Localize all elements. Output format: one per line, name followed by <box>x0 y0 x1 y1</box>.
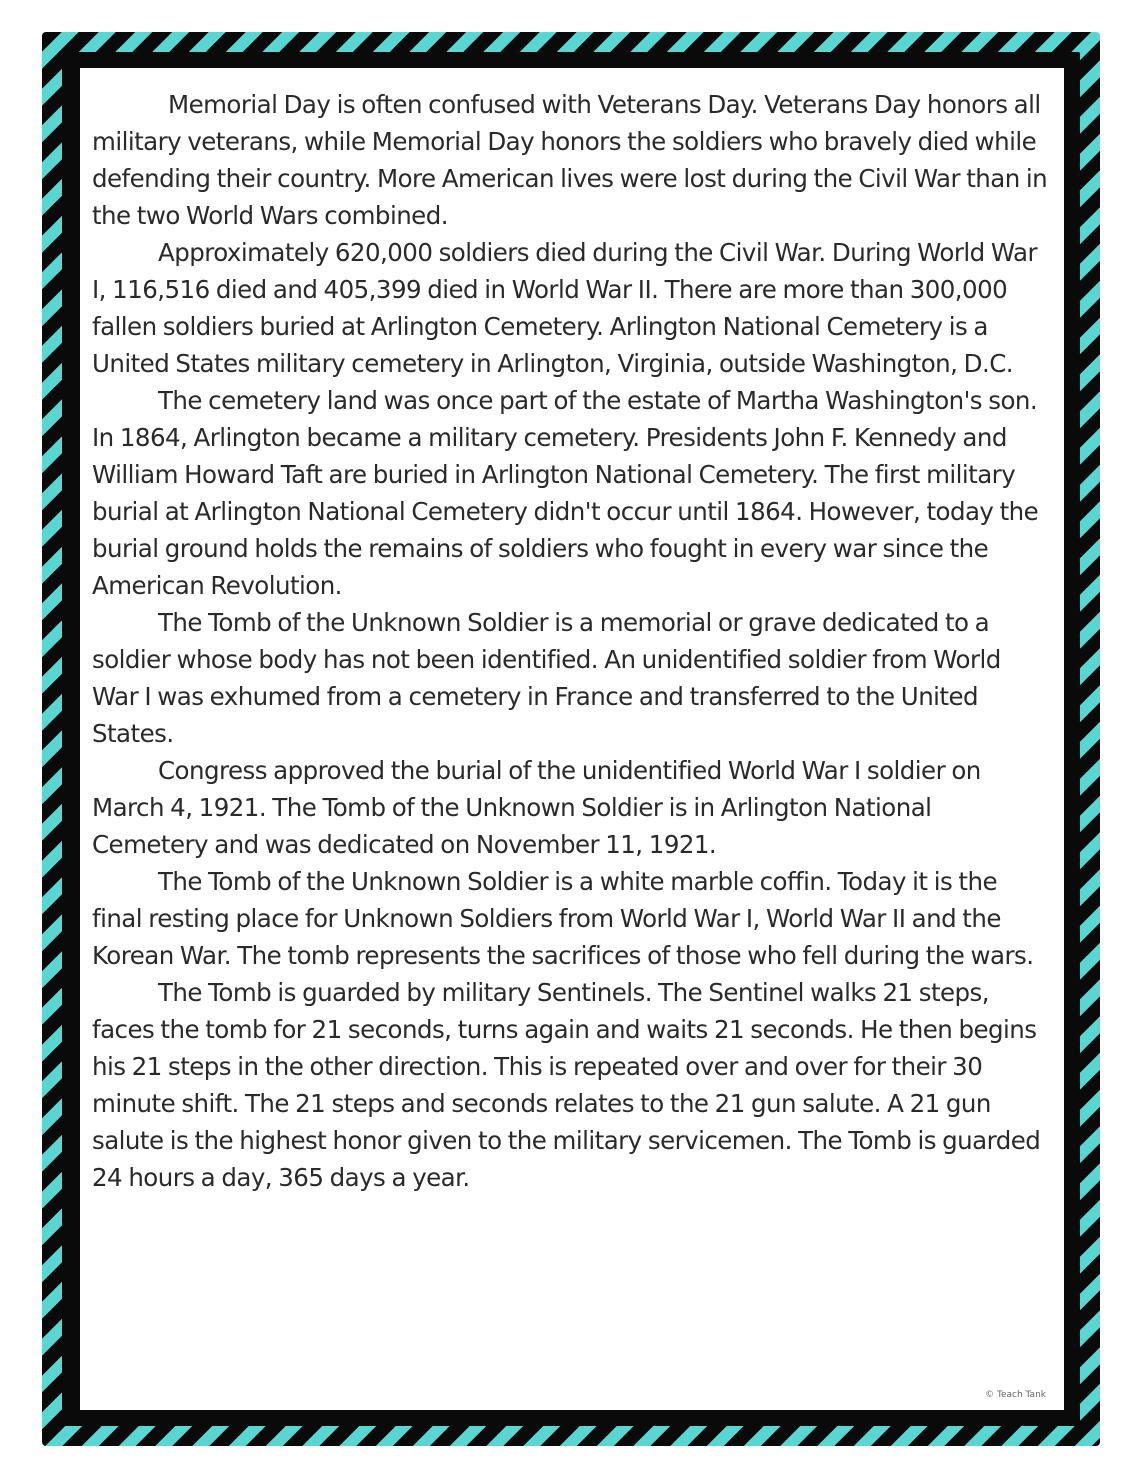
paragraph-marble-coffin: The Tomb of the Unknown Soldier is a white marble coffin. Today it is the final resting place for Unknown Soldiers from World War I, World War II and the Korean War. The tomb represents the sacrifices of those who fell during the wars. <box>92 867 1034 970</box>
document-page <box>80 68 1064 1410</box>
paragraph-memorial-vs-veterans-day: Memorial Day is often confused with Veterans Day. Veterans Day honors all military veterans, while Memorial Day honors the soldiers who bravely died while defending their country. More American lives were lost during the Civil War than in the two World Wars combined. <box>92 90 1048 230</box>
paragraph-tomb-unknown-soldier: The Tomb of the Unknown Soldier is a memorial or grave dedicated to a soldier whose body has not been identified. An unidentified soldier from World War I was exhumed from a cemetery in France and transferred to the United States. <box>92 608 1001 748</box>
paragraph-cemetery-history: The cemetery land was once part of the estate of Martha Washington's son. In 1864, Arlington became a military cemetery. Presidents John F. Kennedy and William Howard Taft are buried in Arlington National Cemetery. The first military burial at Arlington National Cemetery didn't occur until 1864. However, today the burial ground holds the remains of soldiers who fought in every war since the American Revolution. <box>92 386 1039 600</box>
paragraph-congress-approval: Congress approved the burial of the unidentified World War I soldier on March 4, 1921. The Tomb of the Unknown Soldier is in Arlington National Cemetery and was dedicated on November 11, 1921. <box>92 756 981 859</box>
credit-text: © Teach Tank <box>985 1390 1046 1400</box>
paragraph-civil-war-casualties: Approximately 620,000 soldiers died during the Civil War. During World War I, 116,516 died and 405,399 died in World War II. There are more than 300,000 fallen soldiers buried at Arlington Cemetery. Arlington National Cemetery is a United States military cemetery in Arlington, Virginia, outside Washington, D.C. <box>92 238 1037 378</box>
paragraph-sentinels: The Tomb is guarded by military Sentinels. The Sentinel walks 21 steps, faces the tomb for 21 seconds, turns again and waits 21 seconds. He then begins his 21 steps in the other direction. This is repeated over and over for their 30 minute shift. The 21 steps and seconds relates to the 21 gun salute. A 21 gun salute is the highest honor given to the military servicemen. The Tomb is guarded 24 hours a day, 365 days a year. <box>92 978 1041 1192</box>
